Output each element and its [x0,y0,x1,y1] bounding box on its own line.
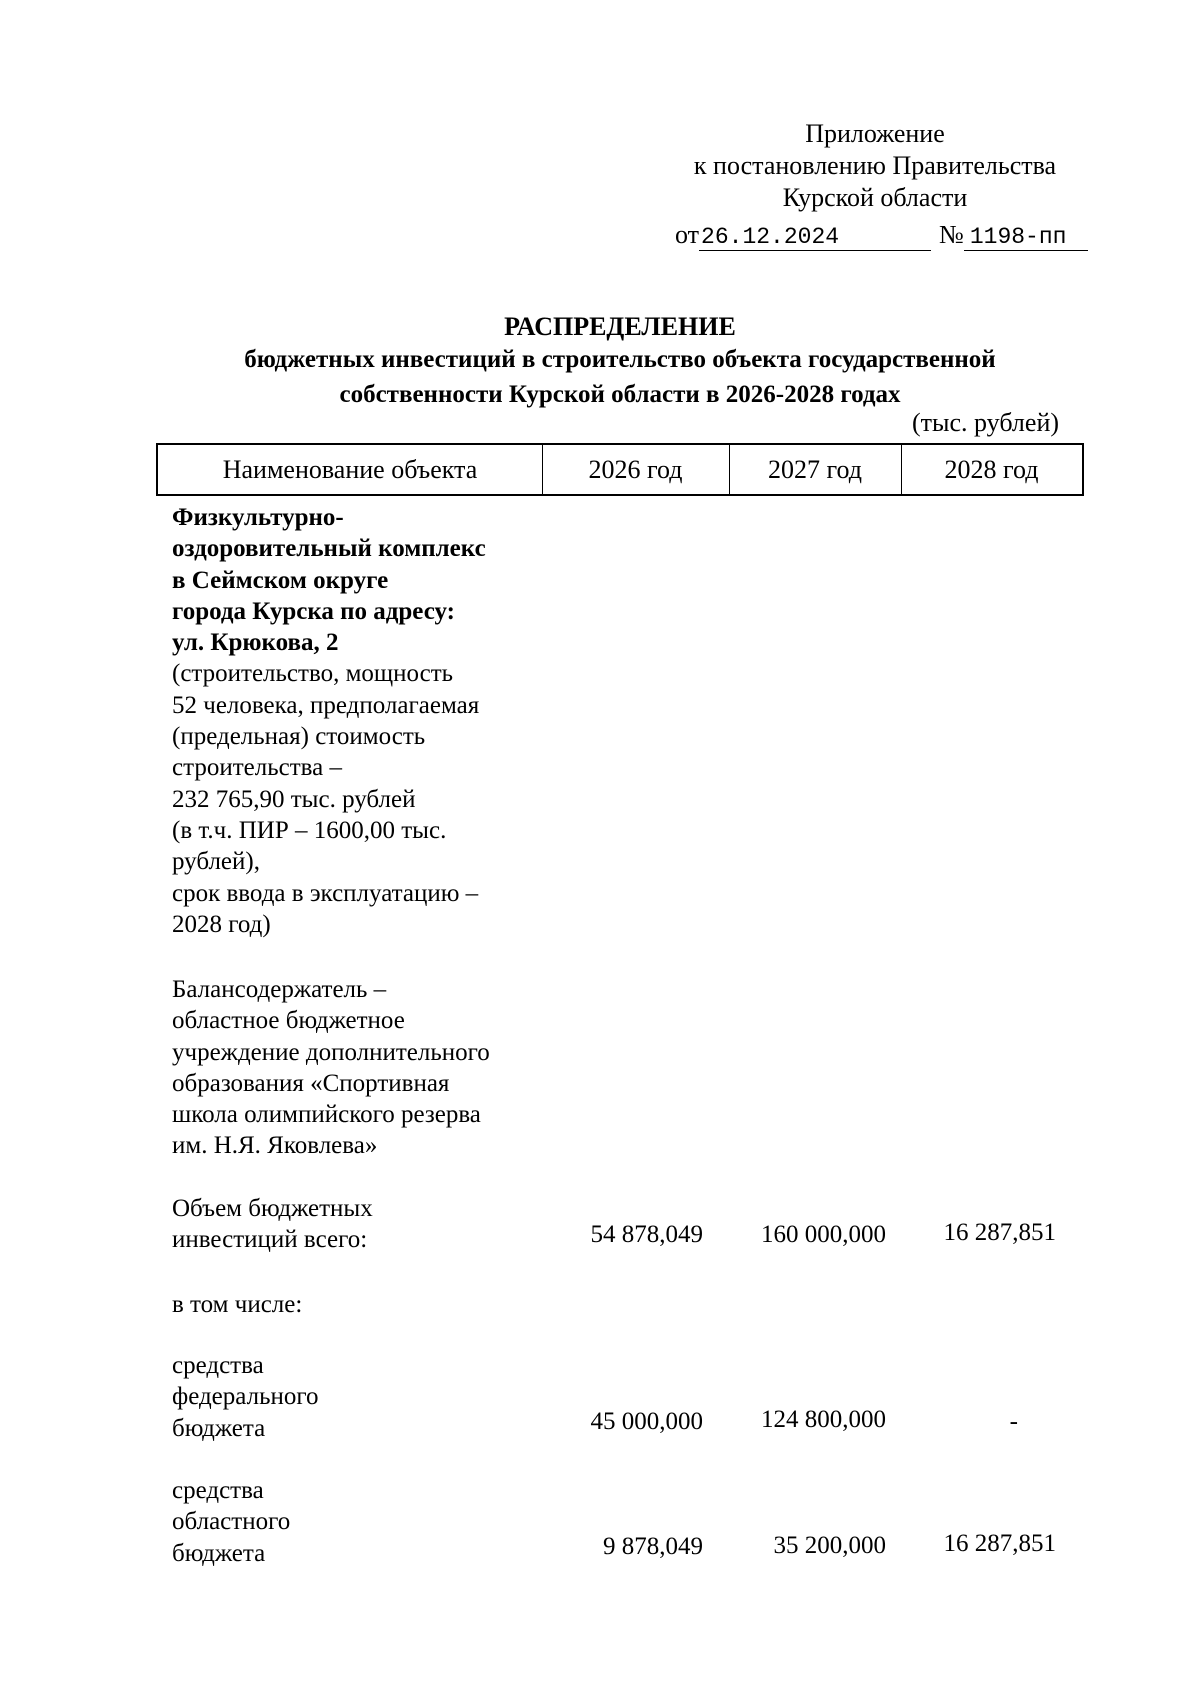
balance-holder-line: областное бюджетное [172,1007,405,1035]
units-note: (тыс. рублей) [912,408,1060,437]
row-label-line: средства [172,1352,264,1379]
object-detail-line: 2028 год) [172,910,271,938]
object-title-line: Физкультурно- [172,504,344,531]
row-federal-label [172,1350,318,1444]
object-detail-line: (строительство, мощность [172,660,454,688]
federal-2028-value: - [1009,1408,1018,1435]
row-label-line: средства [172,1477,264,1504]
object-detail-line: 52 человека, предполагаемая [172,691,480,719]
header-year-2027: 2027 год [729,445,902,494]
total-2028-value: 16 287,851 [943,1219,1056,1246]
appendix-region: Курской области [782,183,968,212]
total-2026-value: 54 878,049 [590,1221,703,1248]
row-label-line: инвестиций всего: [172,1226,368,1254]
row-total-label [172,1193,373,1256]
header-year-2026: 2026 год [542,445,730,494]
resolution-date: 26.12.2024 [699,224,931,251]
appendix-resolution: к постановлению Правительства [693,151,1057,180]
regional-2026-value: 9 878,049 [603,1533,703,1560]
date-from-label: от [675,220,700,249]
document-subtitle-line-2: собственности Курской области в 2026-2028 годах [339,381,901,408]
object-detail-line: (в т.ч. ПИР – 1600,00 тыс. [172,816,447,844]
regional-2028-value: 16 287,851 [943,1530,1056,1557]
balance-holder [172,974,552,1162]
object-detail-line: срок ввода в эксплуатацию – [172,879,479,907]
federal-2027-value: 124 800,000 [761,1406,886,1433]
row-including-label [172,1289,302,1320]
row-label-line: Объем бюджетных [172,1195,373,1222]
balance-holder-line: образования «Спортивная [172,1069,450,1097]
resolution-number: 1198-пп [964,224,1088,251]
balance-holder-line: им. Н.Я. Яковлева» [172,1132,378,1160]
total-2027-value: 160 000,000 [761,1221,886,1248]
balance-holder-line: школа олимпийского резерва [172,1101,481,1129]
regional-2027-value: 35 200,000 [773,1532,886,1559]
appendix-date-line [675,220,1088,251]
balance-holder-line: учреждение дополнительного [172,1038,490,1066]
header-object-name: Наименование объекта [158,445,543,494]
header-year-2028: 2028 год [944,455,1039,484]
row-label-line: бюджета [172,1414,266,1442]
document-title: РАСПРЕДЕЛЕНИЕ [504,312,736,341]
object-detail-line: (предельная) стоимость [172,723,426,751]
object-description [172,502,552,940]
document-subtitle-line-1: бюджетных инвестиций в строительство объекта государственной [244,346,996,373]
object-detail-line: рублей), [172,848,260,876]
appendix-label: Приложение [805,119,945,148]
object-title-line: оздоровительный комплекс [172,535,486,563]
row-regional-label [172,1475,290,1569]
table-header [156,443,1084,496]
appendix-block [640,118,1110,214]
object-title-line: города Курска по адресу: [172,597,455,625]
object-title-line: в Сеймском округе [172,566,389,594]
row-label-line: в том числе: [172,1291,303,1318]
object-title-line: ул. Крюкова, 2 [172,629,339,657]
row-label-line: федерального [172,1383,319,1411]
row-label-line: областного [172,1508,291,1536]
object-detail-line: строительства – [172,754,342,782]
balance-holder-line: Балансодержатель – [172,976,387,1003]
row-label-line: бюджета [172,1539,266,1567]
number-label: № [939,220,964,249]
federal-2026-value: 45 000,000 [590,1408,703,1435]
object-detail-line: 232 765,90 тыс. рублей [172,785,416,813]
